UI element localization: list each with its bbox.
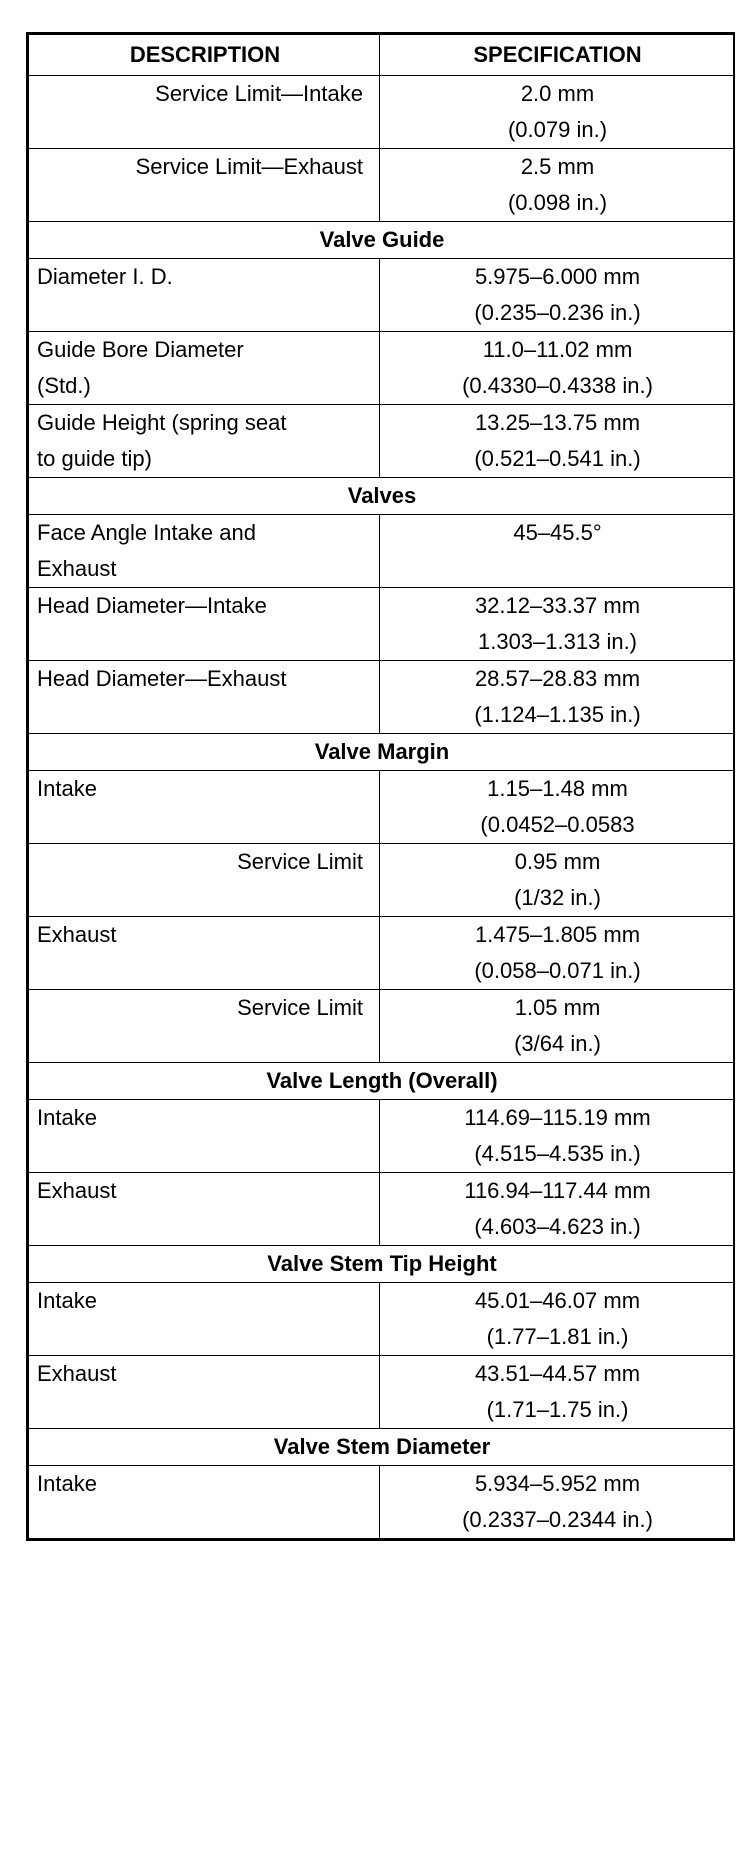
description-cell xyxy=(29,771,380,844)
cell-line: Guide Height (spring seat xyxy=(37,410,287,435)
specification-cell xyxy=(380,76,734,149)
cell-line: (0.235–0.236 in.) xyxy=(474,300,641,325)
cell-line: (3/64 in.) xyxy=(514,1031,601,1056)
section-header-row xyxy=(29,734,734,771)
cell-line: 28.57–28.83 mm xyxy=(474,666,641,691)
cell-line: 43.51–44.57 mm xyxy=(474,1361,641,1386)
cell-line: 11.0–11.02 mm xyxy=(482,337,633,362)
table-row xyxy=(29,1466,734,1539)
cell-line: (Std.) xyxy=(37,373,91,398)
table-row xyxy=(29,917,734,990)
specification-cell xyxy=(380,917,734,990)
specification-cell xyxy=(380,259,734,332)
cell-line: Service Limit xyxy=(237,995,363,1020)
description-cell xyxy=(29,149,380,222)
cell-line: Exhaust xyxy=(37,556,117,581)
table-row xyxy=(29,76,734,149)
cell-line: Head Diameter—Exhaust xyxy=(37,666,287,691)
section-header-row xyxy=(29,1246,734,1283)
cell-line: 45.01–46.07 mm xyxy=(474,1288,641,1313)
cell-line: 114.69–115.19 mm xyxy=(464,1105,651,1130)
table-row xyxy=(29,1173,734,1246)
cell-line: (1.124–1.135 in.) xyxy=(474,702,641,727)
table-row xyxy=(29,1283,734,1356)
description-cell xyxy=(29,990,380,1063)
table-row xyxy=(29,771,734,844)
cell-line: 13.25–13.75 mm xyxy=(474,410,641,435)
cell-line: 2.0 mm xyxy=(520,81,595,106)
cell-line: Intake xyxy=(37,1471,97,1496)
table-row xyxy=(29,515,734,588)
cell-line: (0.058–0.071 in.) xyxy=(474,958,641,983)
cell-line: Face Angle Intake and xyxy=(37,520,256,545)
cell-line: 32.12–33.37 mm xyxy=(474,593,641,618)
cell-line: (0.2337–0.2344 in.) xyxy=(462,1507,653,1532)
cell-line: Exhaust xyxy=(37,1178,117,1203)
section-header-row xyxy=(29,1429,734,1466)
cell-line: Intake xyxy=(37,1105,97,1130)
cell-line: Head Diameter—Intake xyxy=(37,593,267,618)
cell-line: (0.079 in.) xyxy=(507,117,608,142)
cell-line: (4.603–4.623 in.) xyxy=(474,1214,641,1239)
specification-cell xyxy=(380,332,734,405)
specification-header: SPECIFICATION xyxy=(380,35,734,76)
table-row xyxy=(29,1356,734,1429)
description-cell xyxy=(29,917,380,990)
table-row xyxy=(29,332,734,405)
section-title: Valves xyxy=(29,478,734,515)
table-row xyxy=(29,405,734,478)
spec-table xyxy=(28,34,734,1539)
description-cell xyxy=(29,259,380,332)
cell-line: Intake xyxy=(37,1288,97,1313)
description-cell xyxy=(29,1283,380,1356)
table-row xyxy=(29,149,734,222)
cell-line: (1.71–1.75 in.) xyxy=(486,1397,629,1422)
cell-line: (0.4330–0.4338 in.) xyxy=(462,373,653,398)
cell-line: 1.05 mm xyxy=(514,995,601,1020)
description-cell xyxy=(29,844,380,917)
section-title: Valve Stem Tip Height xyxy=(29,1246,734,1283)
cell-line: (0.521–0.541 in.) xyxy=(474,446,641,471)
cell-line: to guide tip) xyxy=(37,446,152,471)
cell-line: 1.475–1.805 mm xyxy=(474,922,641,947)
description-cell xyxy=(29,1356,380,1429)
table-row xyxy=(29,1100,734,1173)
cell-line: Guide Bore Diameter xyxy=(37,337,244,362)
table-row xyxy=(29,661,734,734)
cell-line: (1.77–1.81 in.) xyxy=(486,1324,629,1349)
specification-cell xyxy=(380,1283,734,1356)
description-cell xyxy=(29,1173,380,1246)
specification-cell xyxy=(380,149,734,222)
cell-line: Intake xyxy=(37,776,97,801)
cell-line: 1.15–1.48 mm xyxy=(487,776,628,801)
cell-line: 45–45.5° xyxy=(513,520,602,545)
table-row xyxy=(29,990,734,1063)
specification-cell xyxy=(380,515,734,588)
specification-cell xyxy=(380,405,734,478)
section-title: Valve Margin xyxy=(29,734,734,771)
description-cell xyxy=(29,515,380,588)
specification-cell xyxy=(380,1173,734,1246)
specification-cell xyxy=(380,771,734,844)
description-cell xyxy=(29,1466,380,1539)
description-cell xyxy=(29,1100,380,1173)
cell-line: Service Limit—Intake xyxy=(155,81,363,106)
specification-cell xyxy=(380,990,734,1063)
description-cell xyxy=(29,76,380,149)
description-cell xyxy=(29,405,380,478)
cell-line: (0.0452–0.0583 xyxy=(480,812,635,837)
cell-line: 5.934–5.952 mm xyxy=(474,1471,641,1496)
cell-line: 1.303–1.313 in.) xyxy=(477,629,638,654)
description-header: DESCRIPTION xyxy=(29,35,380,76)
table-row xyxy=(29,588,734,661)
description-cell xyxy=(29,661,380,734)
table-row xyxy=(29,844,734,917)
specification-cell xyxy=(380,661,734,734)
section-title: Valve Length (Overall) xyxy=(29,1063,734,1100)
cell-line: 2.5 mm xyxy=(520,154,595,179)
specification-cell xyxy=(380,1466,734,1539)
table-row xyxy=(29,259,734,332)
cell-line: (0.098 in.) xyxy=(507,190,608,215)
section-header-row xyxy=(29,1063,734,1100)
table-body xyxy=(29,76,734,1539)
cell-line: (1/32 in.) xyxy=(514,885,601,910)
specification-cell xyxy=(380,1100,734,1173)
description-cell xyxy=(29,588,380,661)
cell-line: (4.515–4.535 in.) xyxy=(474,1141,641,1166)
spec-table-sheet xyxy=(26,32,735,1541)
specification-cell xyxy=(380,588,734,661)
cell-line: Service Limit—Exhaust xyxy=(135,154,363,179)
cell-line: Exhaust xyxy=(37,1361,117,1386)
cell-line: 0.95 mm xyxy=(514,849,601,874)
description-cell xyxy=(29,332,380,405)
cell-line: Diameter I. D. xyxy=(37,264,173,289)
specification-cell xyxy=(380,844,734,917)
section-title: Valve Stem Diameter xyxy=(29,1429,734,1466)
section-header-row xyxy=(29,478,734,515)
cell-line: Exhaust xyxy=(37,922,117,947)
cell-line: Service Limit xyxy=(237,849,363,874)
cell-line: 116.94–117.44 mm xyxy=(464,1178,651,1203)
header-row xyxy=(29,35,734,76)
cell-line: 5.975–6.000 mm xyxy=(474,264,641,289)
section-title: Valve Guide xyxy=(29,222,734,259)
section-header-row xyxy=(29,222,734,259)
specification-cell xyxy=(380,1356,734,1429)
